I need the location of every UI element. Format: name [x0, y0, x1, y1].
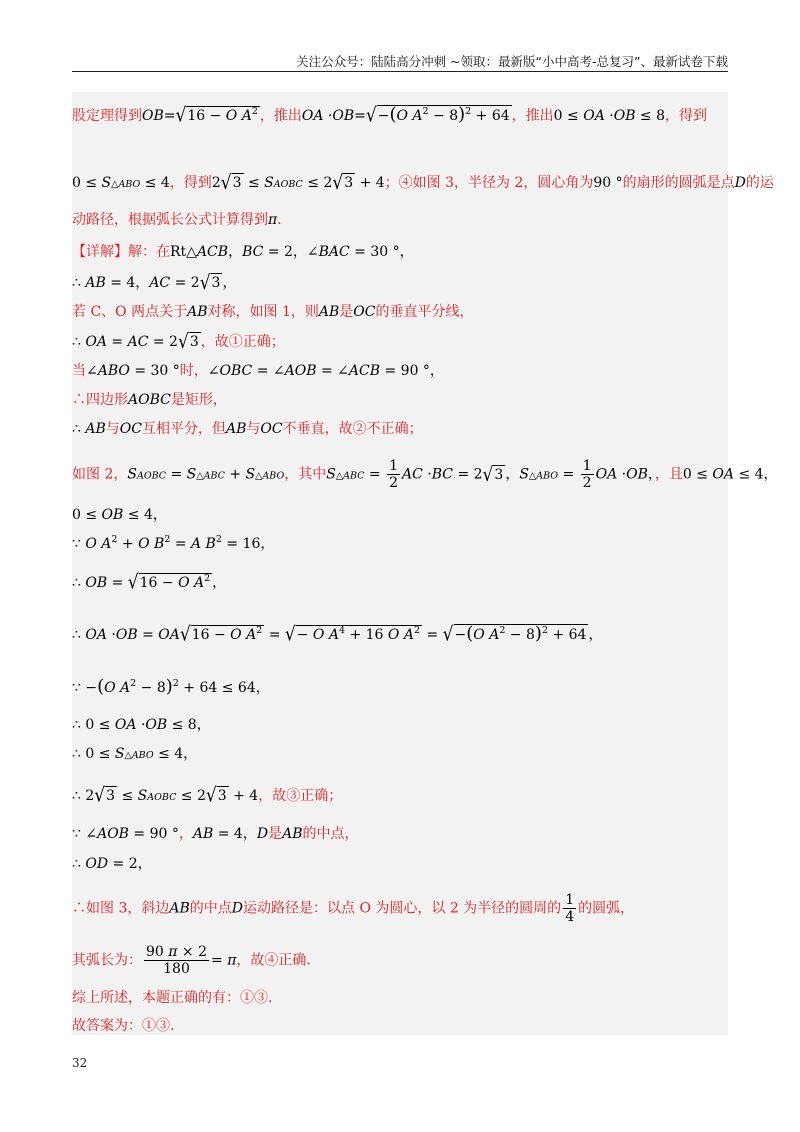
detail-line-18: ∴ OD = 2， [72, 856, 152, 872]
detail-line-20: 其弧长为： $\frac{90 \pi \times 2}{180}$ = π，故④正确. [72, 944, 311, 977]
header-rule [72, 71, 728, 72]
text: 如图 2， [72, 466, 128, 483]
detail-line-9: 0 ≤ OB ≤ 4， [72, 507, 167, 523]
text: ，故④正确. [236, 952, 311, 969]
analysis-line-2: 0 ≤ S△ABO ≤ 4，得到2√3 ≤ SAOBC ≤ 2√3 + 4；④如图 3，半径为 2，圆心角为90 °的扇形的圆弧是点D的运 [72, 171, 774, 195]
text: 如图 3，斜边 [86, 900, 170, 917]
detail-line-14: ∴ 0 ≤ OA ·OB ≤ 8， [72, 717, 211, 733]
text: ，故①正确； [200, 334, 285, 350]
text: 是 [339, 304, 354, 320]
detail-line-11: ∴ OB = √16 − O $A^2$ ， [72, 571, 227, 595]
detail-line-6: ∴四边形AOBC是矩形， [72, 392, 227, 408]
detail-line-21: 综上所述，本题正确的有：①③. [72, 990, 273, 1006]
text: ，推出 [511, 108, 554, 124]
text: ，得到 [169, 175, 212, 191]
page-number: 32 [72, 1056, 88, 1070]
detail-line-8: 如图 2，SAOBC = S△ABC + S△ABO，其中S△ABC = $\frac{1}{2}$ AC ·BC = 2√3 ，S△ABO = $\frac{1}{2}$ OA ·OB，，且0 ≤ OA ≤ 4， [72, 458, 778, 491]
text: 是矩形， [170, 392, 227, 408]
detail-line-17: ∵ ∠AOB = 90 °，AB = 4，D是AB的中点， [72, 826, 359, 842]
text: ，故③正确； [258, 788, 343, 804]
text: 的垂直平分线， [375, 304, 474, 320]
detail-line-19: ∴如图 3，斜边AB的中点D运动路径是：以点 O 为圆心，以 2 为半径的圆周的 $\frac{1}{4}$ 的圆弧， [72, 892, 635, 925]
detail-line-12: ∴ OA ·OB = OA√16 − O $A^2$ = √− O $A^4 + 16$ O $A^2 = √-(O$ $A^2 - 8)^2 + 64$ ， [72, 623, 603, 647]
text: 是 [268, 826, 283, 842]
detail-line-16: ∴ 2√3 ≤ SAOBC ≤ 2√3 + 4，故③正确； [72, 784, 343, 808]
detail-line-13: ∵ −(O $A^2 - 8)^2 + 64 \le 64$， [72, 676, 270, 697]
detail-line-7: ∴ AB与OC互相平分，但AB与OC不垂直，故②不正确； [72, 421, 423, 437]
text: 不垂直，故②不正确； [282, 421, 423, 437]
detail-line-4: ∴ OA = AC = 2√3 ，故①正确； [72, 330, 285, 354]
detail-line-1: 【详解】解：在Rt△ACB，BC = 2，∠BAC = 30 °， [72, 244, 414, 260]
page-header: 关注公众号：陆陆高分冲刺 ~领取：最新版“小中高考-总复习”、最新试卷下载 [296, 54, 728, 69]
text: 对称，如图 1，则 [207, 304, 319, 320]
text: ，且 [654, 466, 683, 483]
text: 的中点 [189, 900, 232, 917]
text: 与 [105, 421, 120, 437]
text: 动路径，根据弧长公式计算得到 [72, 212, 268, 228]
text: ，其中 [284, 466, 327, 483]
solution-block [72, 92, 778, 1035]
text: ；④如图 3，半径为 2，圆心角为 [384, 175, 594, 191]
analysis-line-1: 股定理得到OB=√16 − O $A^2$ ，推出OA ·OB=√−(O $A^2 - 8)^2 + 64$ ，推出0 ≤ OA ·OB ≤ 8，得到 [72, 104, 708, 128]
text: ，推出 [259, 108, 302, 124]
text: 的扇形的圆弧是点 [622, 175, 735, 191]
detail-line-2: ∴ AB = 4，AC = 2√3 ， [72, 271, 237, 295]
text: ， [178, 826, 193, 842]
detail-line-5: 当∠ABO = 30 °时，∠OBC = ∠AOB = ∠ACB = 90 °， [72, 363, 444, 379]
text: 互相平分，但 [141, 421, 226, 437]
detail-line-22: 故答案为：①③. [72, 1018, 175, 1034]
text: 解：在 [128, 244, 170, 260]
analysis-line-3: 动路径，根据弧长公式计算得到π. [72, 212, 282, 228]
detail-line-10: ∵ O $A^2 + O$ $B^2 = A$ $B^2 = 16$， [72, 534, 275, 552]
text: 四边形 [86, 392, 128, 408]
text: 与 [246, 421, 261, 437]
detail-line-3: 若 C、O 两点关于AB对称，如图 1，则AB是OC的垂直平分线， [72, 304, 474, 320]
text: 运动路径是：以点 O 为圆心，以 2 为半径的圆周的 [243, 900, 562, 917]
text: 若 C、O 两点关于 [72, 304, 188, 320]
text: 其弧长为： [72, 952, 142, 969]
text: ，得到 [665, 108, 708, 124]
text: 当 [72, 363, 86, 379]
text: 的圆弧， [578, 900, 635, 917]
text: 时， [179, 363, 208, 379]
text: 的中点， [302, 826, 359, 842]
text: . [277, 212, 282, 228]
text: 的运 [745, 175, 774, 191]
text: 股定理得到 [72, 108, 142, 124]
detail-tag: 【详解】 [72, 244, 128, 260]
detail-line-15: ∴ 0 ≤ S△ABO ≤ 4， [72, 746, 198, 762]
